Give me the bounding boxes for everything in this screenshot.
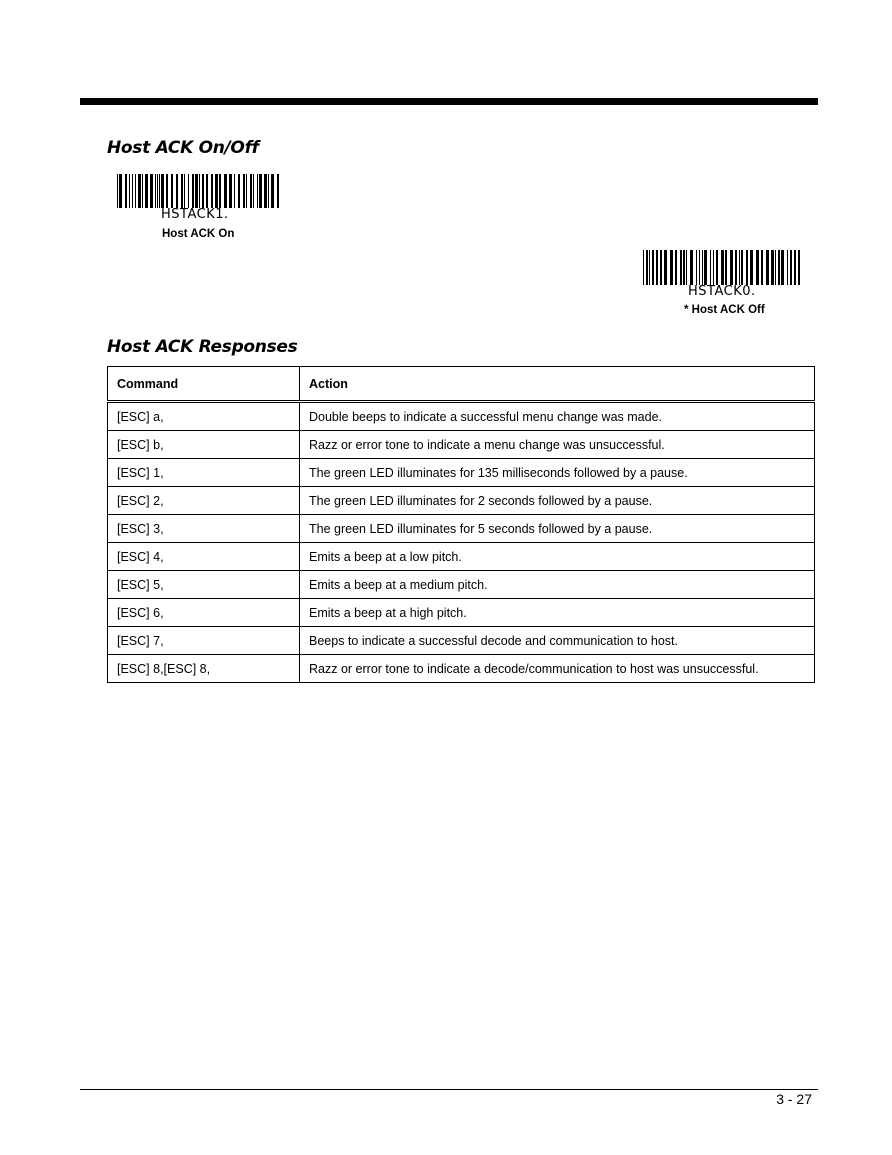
- table-row: [108, 571, 815, 599]
- command-cell: [ESC] 7,: [108, 627, 300, 655]
- table-header-row: [108, 367, 815, 402]
- barcode-host-ack-on: [117, 174, 285, 222]
- section-title-host-ack-onoff: Host ACK On/Off: [107, 138, 259, 158]
- command-cell: [ESC] 8,[ESC] 8,: [108, 655, 300, 683]
- command-cell: [ESC] 4,: [108, 543, 300, 571]
- table-row: [108, 431, 815, 459]
- barcode-bars: [117, 174, 279, 208]
- page-number: 3 - 27: [776, 1091, 812, 1107]
- command-cell: [ESC] b,: [108, 431, 300, 459]
- host-ack-responses-table: [107, 366, 815, 683]
- action-cell: Emits a beep at a medium pitch.: [300, 571, 815, 599]
- action-cell: The green LED illuminates for 135 milliseconds followed by a pause.: [300, 459, 815, 487]
- table-row: [108, 627, 815, 655]
- action-cell: Emits a beep at a high pitch.: [300, 599, 815, 627]
- command-cell: [ESC] 6,: [108, 599, 300, 627]
- bottom-rule: [80, 1089, 818, 1090]
- barcode-host-ack-off: [643, 250, 807, 299]
- command-cell: [ESC] 1,: [108, 459, 300, 487]
- action-cell: The green LED illuminates for 2 seconds followed by a pause.: [300, 487, 815, 515]
- action-cell: Razz or error tone to indicate a menu change was unsuccessful.: [300, 431, 815, 459]
- command-cell: [ESC] 2,: [108, 487, 300, 515]
- barcode-code-text: HSTACK1.: [161, 207, 229, 222]
- column-header-command: Command: [108, 367, 300, 402]
- command-cell: [ESC] 3,: [108, 515, 300, 543]
- action-cell: Emits a beep at a low pitch.: [300, 543, 815, 571]
- action-cell: The green LED illuminates for 5 seconds followed by a pause.: [300, 515, 815, 543]
- barcode-code-text: HSTACK0.: [688, 284, 756, 299]
- action-cell: Razz or error tone to indicate a decode/communication to host was unsuccessful.: [300, 655, 815, 683]
- barcode-caption-host-ack-off: * Host ACK Off: [684, 304, 765, 316]
- table-row: [108, 655, 815, 683]
- table-row: [108, 543, 815, 571]
- table-row: [108, 515, 815, 543]
- top-rule: [80, 98, 818, 105]
- action-cell: Beeps to indicate a successful decode and communication to host.: [300, 627, 815, 655]
- barcode-bars: [643, 250, 803, 285]
- table-row: [108, 459, 815, 487]
- barcode-caption-host-ack-on: Host ACK On: [162, 228, 235, 240]
- table-row: [108, 599, 815, 627]
- action-cell: Double beeps to indicate a successful menu change was made.: [300, 402, 815, 431]
- command-cell: [ESC] 5,: [108, 571, 300, 599]
- command-cell: [ESC] a,: [108, 402, 300, 431]
- column-header-action: Action: [300, 367, 815, 402]
- table-row: [108, 402, 815, 431]
- section-title-host-ack-responses: Host ACK Responses: [107, 337, 298, 357]
- table-row: [108, 487, 815, 515]
